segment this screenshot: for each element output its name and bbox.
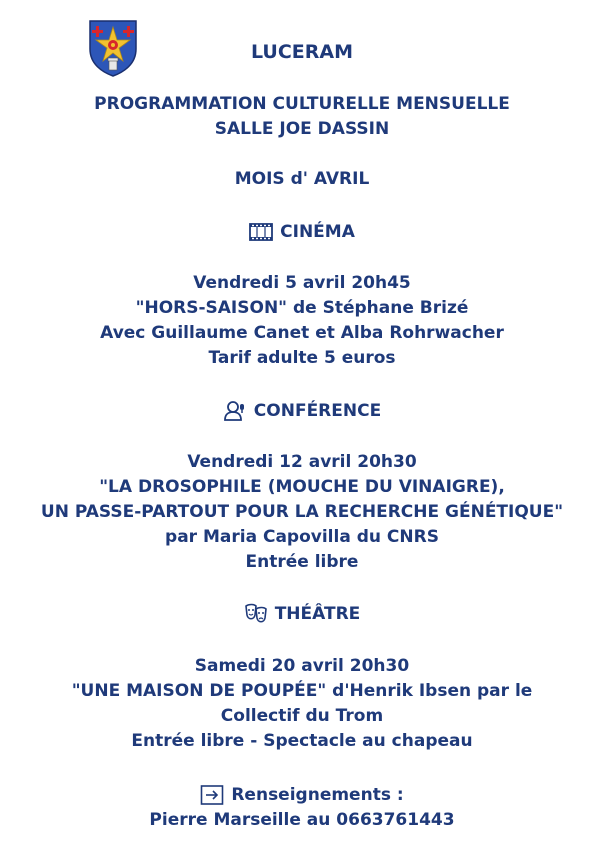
month-title: MOIS d' AVRIL (234, 169, 370, 189)
cinema-date: Vendredi 5 avril 20h45 (193, 273, 411, 293)
speaker-icon (223, 400, 247, 422)
arrow-right-box-icon (200, 784, 224, 806)
theatre-title-line1: "UNE MAISON DE POUPÉE" d'Henrik Ibsen par le (71, 681, 533, 701)
cinema-film-title: "HORS-SAISON" de Stéphane Brizé (135, 298, 469, 318)
cinema-cast: Avec Guillaume Canet et Alba Rohrwacher (100, 323, 504, 343)
cinema-heading-label: CINÉMA (280, 222, 355, 242)
venue-name: SALLE JOE DASSIN (214, 119, 390, 139)
town-title: LUCERAM (250, 41, 354, 63)
info-heading-label: Renseignements : (231, 785, 404, 805)
cinema-heading (0, 220, 604, 244)
theatre-heading (0, 602, 604, 626)
film-icon (249, 221, 273, 243)
conference-heading-label: CONFÉRENCE (253, 401, 382, 421)
theatre-masks-icon (244, 603, 268, 625)
conference-entry: Entrée libre (245, 552, 359, 572)
conference-title-line1: "LA DROSOPHILE (MOUCHE DU VINAIGRE), (99, 477, 505, 497)
conference-heading (0, 399, 604, 423)
cinema-price: Tarif adulte 5 euros (208, 348, 396, 368)
conference-date: Vendredi 12 avril 20h30 (187, 452, 417, 472)
theatre-heading-label: THÉÂTRE (274, 604, 361, 624)
theatre-title-line2: Collectif du Trom (220, 706, 384, 726)
info-contact: Pierre Marseille au 0663761443 (149, 810, 455, 830)
program-title: PROGRAMMATION CULTURELLE MENSUELLE (94, 94, 510, 114)
theatre-entry: Entrée libre - Spectacle au chapeau (131, 731, 473, 751)
info-heading (0, 783, 604, 807)
conference-title-line2: UN PASSE-PARTOUT POUR LA RECHERCHE GÉNÉTIQUE" (40, 502, 564, 522)
conference-speaker: par Maria Capovilla du CNRS (165, 527, 439, 547)
theatre-date: Samedi 20 avril 20h30 (194, 656, 410, 676)
